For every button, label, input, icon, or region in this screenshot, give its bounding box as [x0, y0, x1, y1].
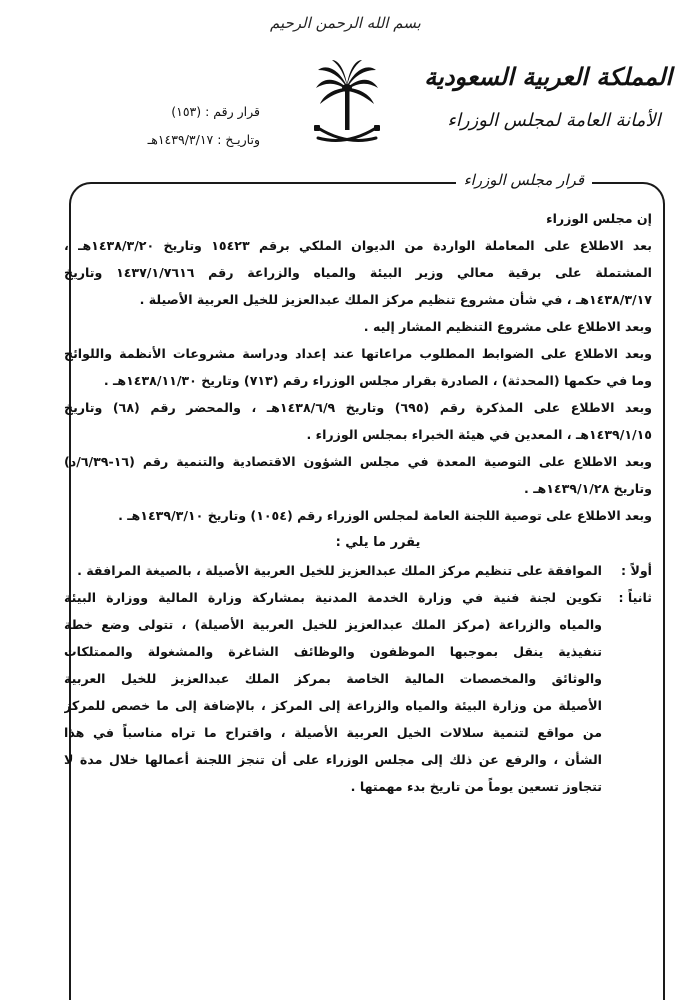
paragraph-line: وبعد الاطلاع على الضوابط المطلوب مراعاتها عند إعداد ودراسة مشروعات الأنظمة واللوائح [64, 346, 652, 361]
item-line: تنفيذية ينقل بموجبها الموظفون والوظائف الشاغرة والمشغولة والممتلكات [64, 644, 602, 659]
kingdom-name-calligraphy: المملكة العربية السعودية [424, 62, 672, 91]
decision-date: وتاريـخ : ١٤٣٩/٣/١٧هـ [147, 132, 260, 147]
basmala-calligraphy: بسم الله الرحمن الرحيم [270, 14, 421, 32]
paragraph-line: وما في حكمها (المحدثة) ، الصادرة بقرار مجلس الوزراء رقم (٧١٣) وتاريخ ١٤٣٨/١١/٣٠هـ . [103, 373, 652, 388]
preamble-paragraph [64, 502, 652, 529]
paragraph-line: وبعد الاطلاع على توصية اللجنة العامة لمجلس الوزراء رقم (١٠٥٤) وتاريخ ١٤٣٩/٣/١٠هـ . [118, 508, 652, 523]
item-number: أولاً : [621, 563, 652, 578]
decision-number: قرار رقم : (١٥٣) [171, 104, 260, 119]
paragraph-line: ١٤٣٨/٣/١٧هـ ، في شأن مشروع تنظيم مركز الملك عبدالعزيز للخيل العربية الأصيلة . [139, 292, 652, 307]
preamble-paragraph [64, 340, 652, 394]
document-body [64, 205, 652, 800]
decision-meta [147, 98, 260, 154]
paragraph-line: ١٤٣٩/١/١٥هـ ، المعدين في هيئة الخبراء بمجلس الوزراء . [306, 427, 652, 442]
saudi-emblem-palm-swords-icon [312, 58, 382, 153]
item-number: ثانياً : [618, 590, 652, 605]
preamble-paragraph [64, 313, 652, 340]
item-line: والوثائق والمخصصات المالية الخاصة بمركز الملك عبدالعزيز للخيل العربية [64, 671, 602, 686]
item-line: الموافقة على تنظيم مركز الملك عبدالعزيز للخيل العربية الأصيلة ، بالصيغة المرافقة . [77, 563, 602, 578]
decision-item-second [64, 584, 652, 800]
secretariat-name-calligraphy: الأمانة العامة لمجلس الوزراء [447, 110, 661, 131]
opening-line: إن مجلس الوزراء [546, 211, 652, 226]
item-line: والمياه والزراعة (مركز الملك عبدالعزيز للخيل العربية الأصيلة) ، تتولى وضع خطة [64, 617, 602, 632]
decision-heading: يقرر ما يلي : [335, 535, 421, 550]
paragraph-line: وبعد الاطلاع على المذكرة رقم (٦٩٥) وتاريخ ١٤٣٨/٦/٩هـ ، والمحضر رقم (٦٨) وتاريخ [64, 400, 652, 415]
item-line: من مواقع لتنمية سلالات الخيل العربية الأصيلة ، واقتراح ما تراه مناسباً في هذا [64, 725, 602, 740]
paragraph-line: وبعد الاطلاع على التوصية المعدة في مجلس الشؤون الاقتصادية والتنمية رقم (١٦-٦/٣٩/د) [64, 454, 652, 469]
item-line: تتجاوز تسعين يوماً من تاريخ بدء مهمتها . [350, 779, 602, 794]
document-title: قرار مجلس الوزراء [456, 171, 592, 189]
paragraph-line: بعد الاطلاع على المعاملة الواردة من الديوان الملكي برقم ١٥٤٢٣ وتاريخ ١٤٣٨/٣/٢٠هـ ، [64, 238, 652, 253]
item-line: الأصيلة من وزارة البيئة والمياه والزراعة إلى المركز ، بالإضافة إلى ما خصص للمركز [64, 698, 602, 713]
paragraph-line: وتاريخ ١٤٣٩/١/٢٨هـ . [524, 481, 652, 496]
preamble-paragraph [64, 448, 652, 502]
decision-item-first [64, 557, 652, 584]
item-line: الشأن ، والرفع عن ذلك إلى مجلس الوزراء على أن تنجز اللجنة أعمالها خلال مدة لا [64, 752, 602, 767]
paragraph-line: المشتملة على برقية معالي وزير البيئة والمياه والزراعة رقم ١٤٣٧/١/٧٦١٦ وتاريخ [64, 265, 652, 280]
paragraph-line: وبعد الاطلاع على مشروع التنظيم المشار إليه . [363, 319, 652, 334]
preamble-paragraph [64, 232, 652, 313]
item-line: تكوين لجنة فنية في وزارة الخدمة المدنية بمشاركة وزارة المالية ووزارة البيئة [64, 590, 602, 605]
preamble-paragraph [64, 394, 652, 448]
